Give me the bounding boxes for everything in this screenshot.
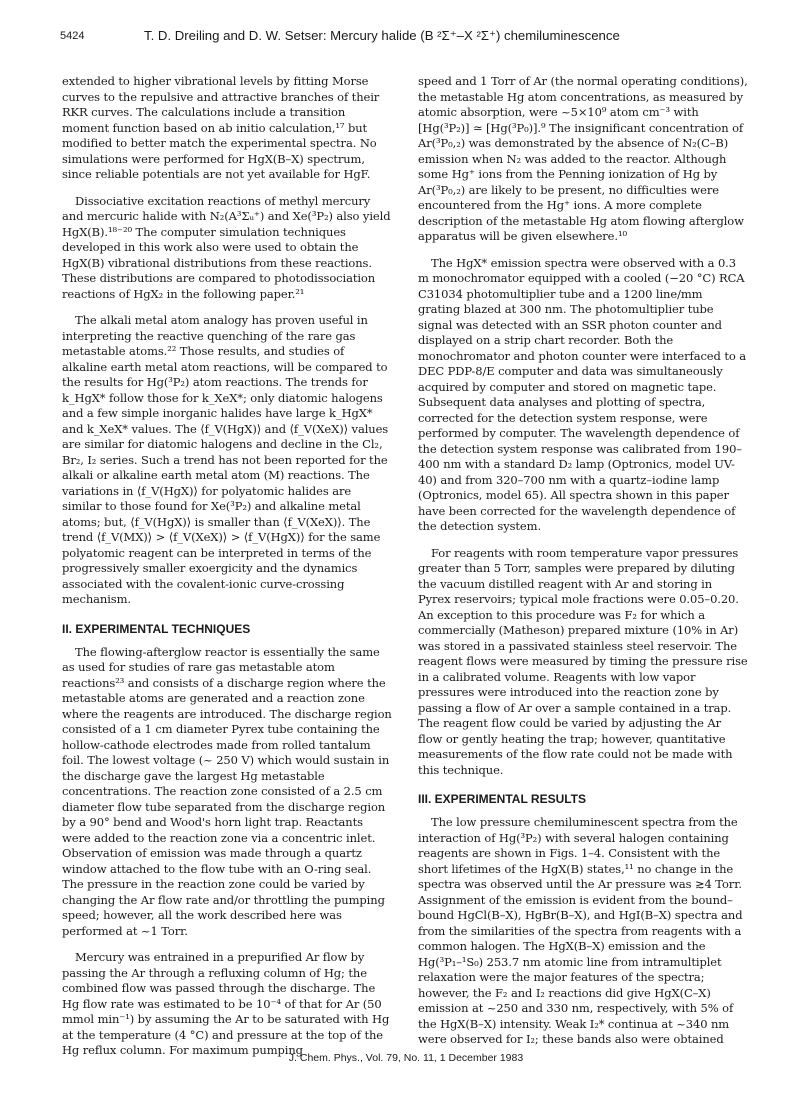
- paragraph: Mercury was entrained in a prepurified Ar flow by passing the Ar through a refluxing column of Hg; the combined flow was passed through the discharge. The Hg flow rate was estimated to be 10⁻⁴ of that for Ar (50 mmol min⁻¹) by assuming the Ar to be saturated with Hg at the temperature (4 °C) and pressure at the top of the Hg reflux column. For maximum pumping: [62, 950, 390, 1057]
- paragraph: speed and 1 Torr of Ar (the normal operating conditions), the metastable Hg atom concentrations, as measured by atomic absorption, were ~5×10⁹ atom cm⁻³ with [Hg(³P₂)] ≃ [Hg(³P₀)].⁹ The insignificant concentration of Ar(³P₀,₂) was demonstrated by the absence of N₂(C–B) emission when N₂ was added to the reactor. Although some Hg⁺ ions from the Penning ionization of Hg by Ar(³P₀,₂) are likely to be present, no difficulties were encountered from the Hg⁺ ions. A more complete description of the metastable Hg atom flowing afterglow apparatus will be given elsewhere.¹⁰: [418, 74, 748, 243]
- section-heading-experimental-results: III. EXPERIMENTAL RESULTS: [418, 792, 587, 806]
- right-column: [418, 74, 748, 1059]
- left-column: [62, 74, 392, 1070]
- page-header: [60, 30, 760, 50]
- paragraph: extended to higher vibrational levels by fitting Morse curves to the repulsive and attractive branches of their RKR curves. The calculations include a transition moment function based on ab initio calculation,¹⁷ but modified to better match the experimental spectra. No simulations were performed for HgX(B–X) spectrum, since reliable potentials are not yet available for HgF.: [62, 74, 380, 181]
- running-title: T. D. Dreiling and D. W. Setser: Mercury halide (B ²Σ⁺–X ²Σ⁺) chemiluminescence: [144, 28, 620, 43]
- paragraph: For reagents with room temperature vapor pressures greater than 5 Torr, samples were prepared by diluting the vacuum distilled reagent with Ar and storing in Pyrex reservoirs; typical mole fractions were 0.05–0.20. An exception to this procedure was F₂ for which a commercially (Matheson) prepared mixture (10% in Ar) was stored in a passivated stainless steel reservoir. The reagent flows were measured by timing the pressure rise in a calibrated volume. Reagents with low vapor pressures were introduced into the reaction zone by passing a flow of Ar over a sample contained in a trap. The reagent flow could be varied by adjusting the Ar flow or gently heating the trap; however, quantitative measurements of the flow rate could not be made with this technique.: [418, 545, 748, 777]
- page-number: 5424: [60, 30, 85, 42]
- journal-citation-footer: J. Chem. Phys., Vol. 79, No. 11, 1 December 1983: [288, 1052, 524, 1064]
- section-heading-experimental-techniques: II. EXPERIMENTAL TECHNIQUES: [62, 621, 251, 636]
- paragraph: Dissociative excitation reactions of methyl mercury and mercuric halide with N₂(A³Σᵤ⁺) and Xe(³P₂) also yield HgX(B).¹⁸⁻²⁰ The computer simulation techniques developed in this work also were used to obtain the HgX(B) vibrational distributions from these reactions. These distributions are compared to photodissociation reactions of HgX₂ in the following paper.²¹: [62, 193, 391, 301]
- paragraph: The alkali metal atom analogy has proven useful in interpreting the reactive quenching of the rare gas metastable atoms.²² Those results, and studies of alkaline earth metal atom reactions, will be compared to the results for Hg(³P₂) atom reactions. The trends for k_HgX* follow those for k_XeX*; only diatomic halogens and a few simple inorganic halides have large k_HgX* and k_XeX* values. The ⟨f_V(HgX)⟩ and ⟨f_V(XeX)⟩ values are similar for diatomic halogens and decline in the Cl₂, Br₂, I₂ series. Such a trend has not been reported for the alkali or alkaline earth metal atom (M) reactions. The variations in ⟨f_V(HgX)⟩ for polyatomic halides are similar to those found for Xe(³P₂) and alkaline metal atoms; but, ⟨f_V(HgX)⟩ is smaller than ⟨f_V(XeX)⟩. The trend ⟨f_V(MX)⟩ > ⟨f_V(XeX)⟩ > ⟨f_V(HgX)⟩ for the same polyatomic reagent can be interpreted in terms of the progressively smaller exoergicity and the dynamics associated with the covalent-ionic curve-crossing mechanism.: [62, 313, 389, 606]
- paragraph: The low pressure chemiluminescent spectra from the interaction of Hg(³P₂) with several halogen containing reagents are shown in Figs. 1–4. Consistent with the short lifetimes of the HgX(B) states,¹¹ no change in the spectra was observed until the Ar pressure was ≳4 Torr. Assignment of the emission is evident from the bound–bound HgCl(B–X), HgBr(B–X), and HgI(B–X) spectra and from the similarities of the spectra from reagents with a common halogen. The HgX(B–X) emission and the Hg(³P₁–¹S₀) 253.7 nm atomic line from intramultiplet relaxation were the major features of the spectra; however, the F₂ and I₂ reactions did give HgX(C–X) emission at ~250 and 330 nm, respectively, with 5% of the HgX(B–X) intensity. Weak I₂* continua at ~340 nm were observed for I₂; these bands also were obtained: [418, 815, 743, 1046]
- paragraph: The flowing-afterglow reactor is essentially the same as used for studies of rare gas metastable atom reactions²³ and consists of a discharge region where the metastable atoms are generated and a reaction zone where the reagents are introduced. The discharge region consisted of a 1 cm diameter Pyrex tube containing the hollow-cathode electrodes made from rolled tantalum foil. The lowest voltage (~ 250 V) which would sustain in the discharge gave the largest Hg metastable concentrations. The reaction zone consisted of a 2.5 cm diameter flow tube separated from the discharge region by a 90° bend and Wood's horn light trap. Reactants were added to the reaction zone via a concentric inlet. Observation of emission was made through a quartz window attached to the flow tube with an O-ring seal. The pressure in the reaction zone could be varied by changing the Ar flow rate and/or throttling the pumping speed; however, all the work described here was performed at ~1 Torr.: [62, 644, 392, 938]
- paragraph: The HgX* emission spectra were observed with a 0.3 m monochromator equipped with a cooled (−20 °C) RCA C31034 photomultiplier tube and a 1200 line/mm grating blazed at 300 nm. The photomultiplier tube signal was detected with an SSR photon counter and displayed on a strip chart recorder. Both the monochromator and photon counter were interfaced to a DEC PDP-8/E computer and data was simultaneously acquired by computer and stored on magnetic tape. Subsequent data analyses and plotting of spectra, corrected for the detection system response, were performed by computer. The wavelength dependence of the detection system response was calibrated from 190–400 nm with a standard D₂ lamp (Optronics, model UV-40) and from 320–700 nm with a quartz–iodine lamp (Optronics, model 65). All spectra shown in this paper have been corrected for the wavelength dependence of the detection system.: [418, 255, 746, 533]
